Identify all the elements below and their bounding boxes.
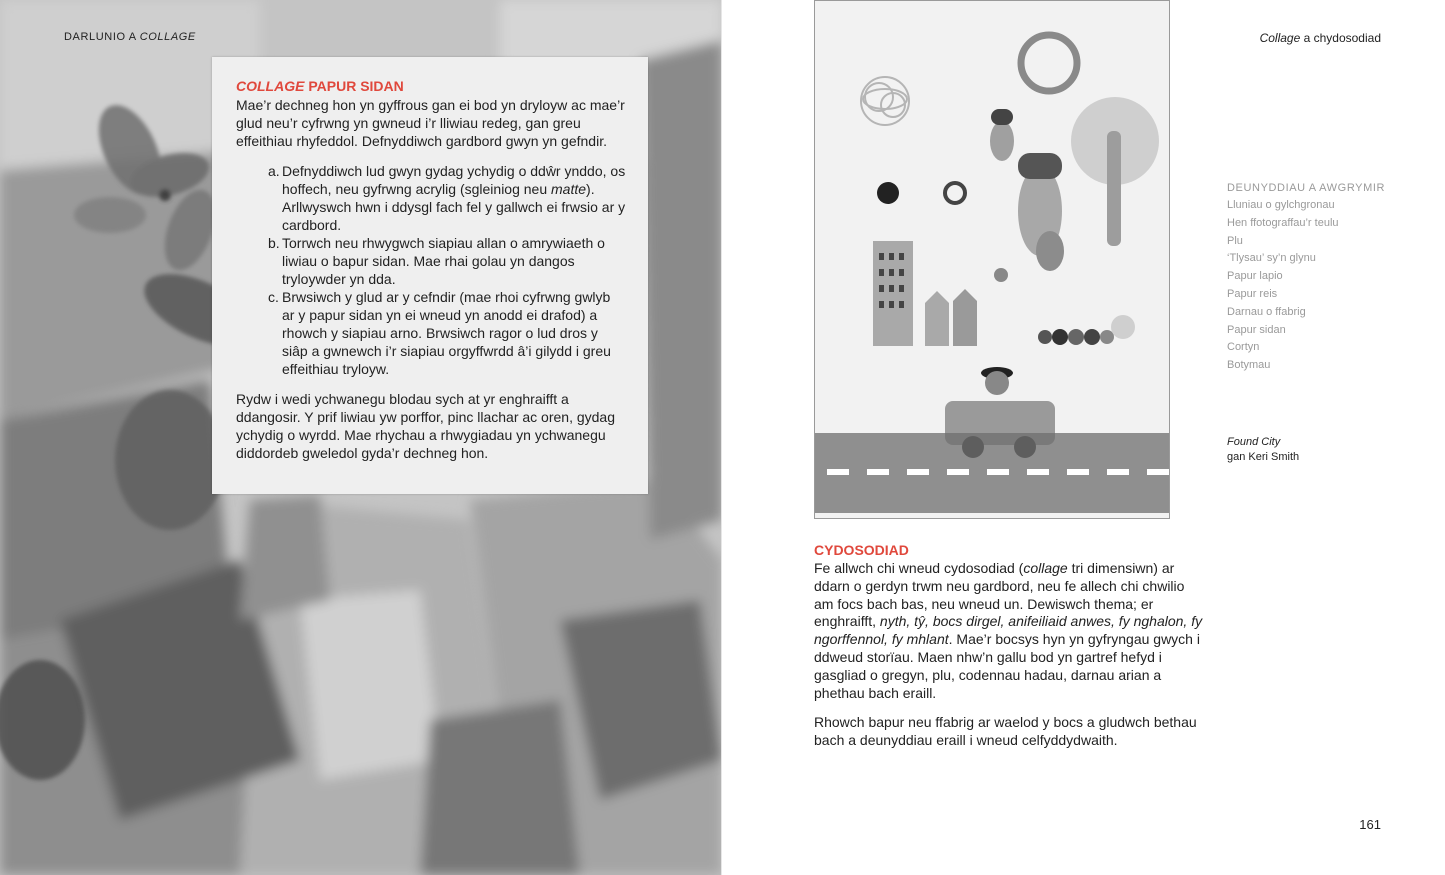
list-item: Papur sidan — [1227, 323, 1286, 336]
list-item: Cortyn — [1227, 341, 1260, 354]
list-item: Papur reis — [1227, 287, 1278, 300]
list-item: Papur lapio — [1227, 270, 1283, 283]
tall-building-icon — [873, 241, 913, 346]
nut-icon — [994, 268, 1008, 282]
list-item: ‘Tlysau’ sy’n glynu — [1227, 252, 1316, 265]
sidebar-title: DEUNYDDIAU A AWGRYMIR — [1227, 182, 1386, 194]
black-button-icon — [877, 182, 899, 204]
list-item: Lluniau o gylchgronau — [1227, 199, 1335, 211]
list-item: Darnau o ffabrig — [1227, 305, 1306, 318]
step-item: b. Torrwch neu rhwygwch siapiau allan o amrywiaeth o liwiau o bapur sidan. Mae rhai golau yn dangos tryloywder yn dda. — [268, 235, 605, 287]
list-item: Hen ffotograffau’r teulu — [1227, 216, 1339, 229]
suggested-materials-sidebar — [1227, 179, 1417, 375]
step-item: a. Defnyddiwch lud gwyn gydag ychydig o ddŵr ynddo, os hoffech, neu gyfrwng acrylig (sgleiniog neu matte). Arllwyswch hwn i ddysgl fach fel y gallwch ei frwsio ar y cardbord. — [268, 163, 626, 233]
section-title: CYDOSODIAD — [814, 542, 909, 558]
list-item: Plu — [1227, 234, 1243, 247]
caption-credit: gan Keri Smith — [1227, 451, 1300, 463]
running-head-left: DARLUNIO A COLLAGE — [64, 31, 196, 43]
left-page — [0, 0, 722, 875]
caption-title: Found City — [1227, 436, 1281, 448]
box-outro-paragraph: Rydw i wedi ychwanegu blodau sych at yr enghraifft a ddangosir. Y prif liwiau yw porffor, pinc llachar ac oren, gydag ychydig o wyrdd. Mae rhychau a rhwygiadau yn ychwanegu diddordeb gweledol gyda’r dechneg hon. — [236, 391, 615, 461]
assemblage-section — [814, 541, 1206, 750]
section-paragraph-1: Fe allwch chi wneud cydosodiad (collage tri dimensiwn) ar ddarn o gerdyn trwm neu gardbord, neu fe allech chi chwilio am focs bach bas, neu wneud un. Dewiswch thema; er enghraifft, nyth, tŷ, bocs dirgel, anifeiliaid anwes, fy nghalon, fy ngorffennol, fy mhlant. Mae’r bocsys hyn yn gyfryngau gwych i ddweud storïau. Maen nhw’n gallu bod yn gartref hefyd i gasgliad o gregyn, plu, codennau hadau, darnau arian a phethau bach eraill. — [814, 560, 1203, 701]
found-city-photo — [814, 0, 1170, 519]
photo-caption — [1227, 435, 1299, 465]
box-intro-paragraph: Mae’r dechneg hon yn gyffrous gan ei bod yn dryloyw ac mae’r glud neu’r cyfrwng yn gwneud i’r lliwiau redeg, gan greu effeithiau rhyfeddol. Defnyddiwch gardbord gwyn yn gefndir. — [236, 97, 625, 149]
section-paragraph-2: Rhowch bapur neu ffabrig ar waelod y bocs a gludwch bethau bach a deunyddiau eraill i wneud celfyddydwaith. — [814, 714, 1197, 749]
right-page — [722, 0, 1445, 875]
box-title: COLLAGE PAPUR SIDAN — [236, 78, 404, 94]
running-head-right: Collage a chydosodiad — [1259, 31, 1381, 45]
step-item: c. Brwsiwch y glud ar y cefndir (mae rhoi cyfrwng gwlyb ar y papur sidan yn ei wneud yn anodd ei drafod) a rhowch y siapiau arno. Brwsiwch ragor o lud dros y siâp a gwnewch i’r siapiau orgyffwrdd â’i gilydd i greu effeithiau tryloyw. — [268, 289, 611, 377]
list-item: Botymau — [1227, 359, 1271, 372]
technique-info-box — [212, 57, 648, 494]
steps-list — [268, 162, 626, 378]
small-figure-icon — [990, 109, 1014, 161]
page-number: 161 — [1359, 817, 1381, 832]
